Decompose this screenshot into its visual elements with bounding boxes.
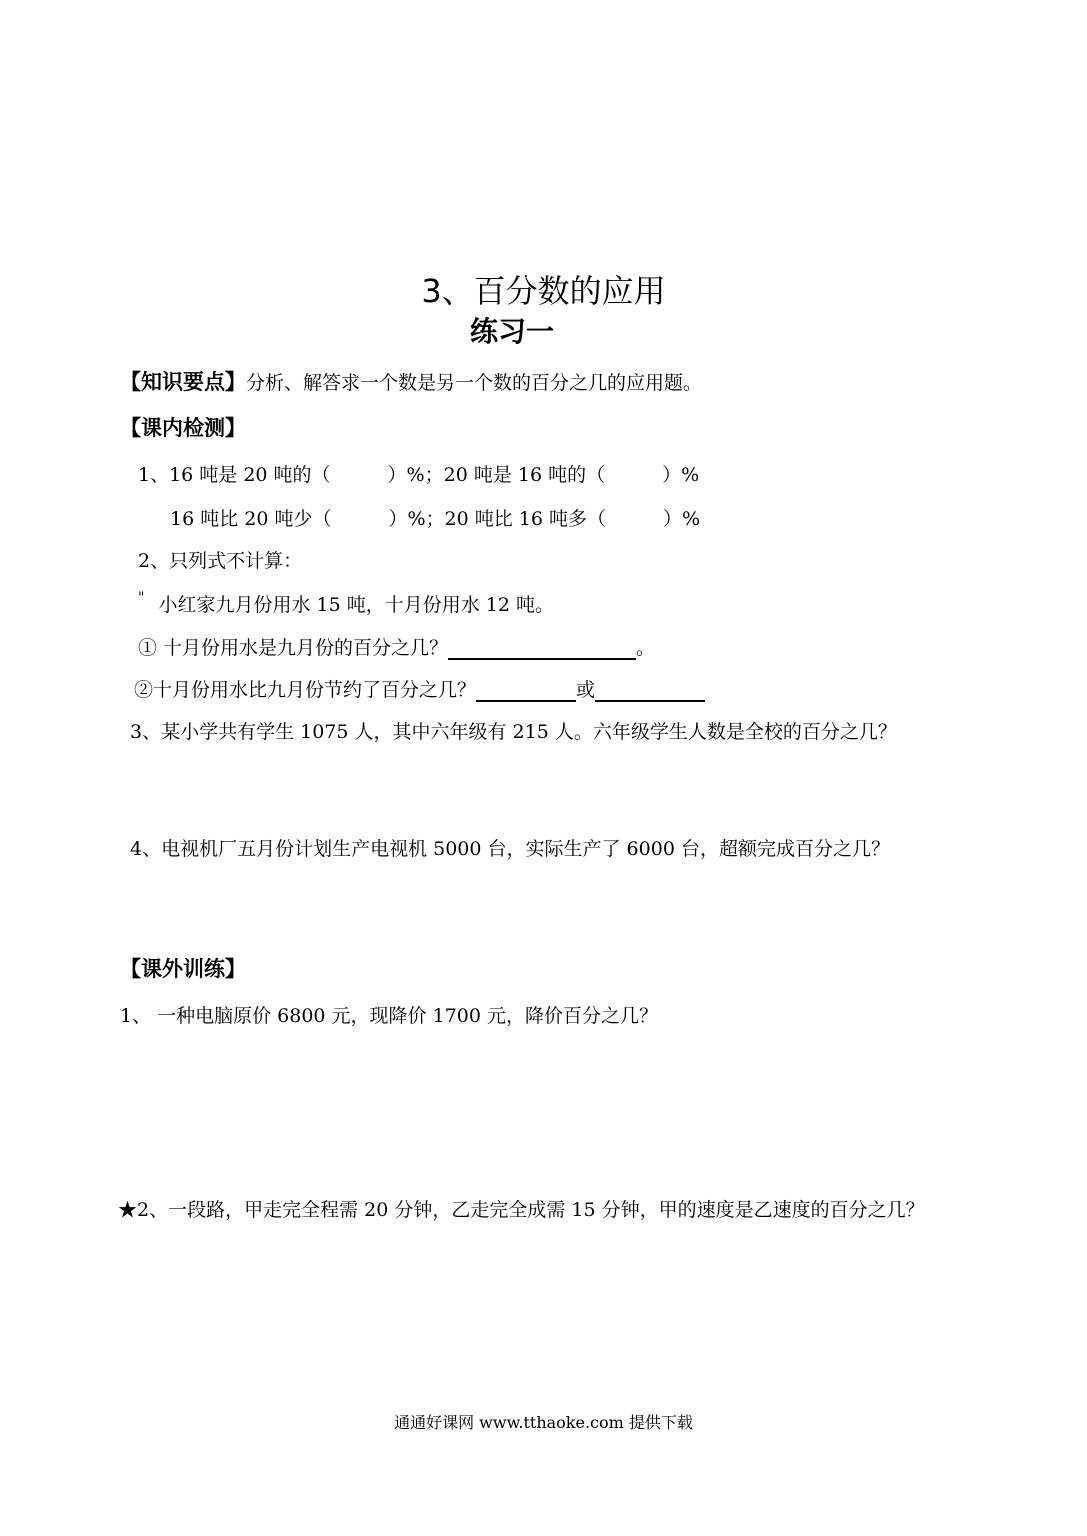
q2-sub1-end: 。 [636,637,656,659]
knowledge-text: 分析、解答求一个数是另一个数的百分之几的应用题。 [246,372,703,394]
extra-q1: 1、 一种电脑原价 6800 元，现降价 1700 元，降价百分之几？ [120,1005,658,1027]
answer-blank-2[interactable] [476,678,576,702]
extra-q2: ★2、一段路，甲走完全程需 20 分钟，乙走完全成需 15 分钟，甲的速度是乙速度的百分之几？ [118,1199,925,1221]
answer-blank-1[interactable] [448,636,636,660]
page-footer: 通通好课网 www.tthaoke.com 提供下载 [394,1413,693,1432]
q2-sub1-text: ① 十月份用水是九月份的百分之几？ [138,637,449,659]
page-title: 3、百分数的应用 [421,272,666,310]
answer-blank-3[interactable] [595,678,705,702]
in-class-q2-context [138,590,554,617]
extra-heading: 【课外训练】 [120,957,246,981]
in-class-q1-line2: 16 吨比 20 吨少（ ）%；20 吨比 16 吨多（ ）% [170,508,701,530]
q2-or: 或 [576,679,596,701]
quote-mark: " [138,590,145,606]
in-class-q3: 3、某小学共有学生 1075 人，其中六年级有 215 人。六年级学生人数是全校的百分之几？ [130,721,897,743]
in-class-q2-sub1 [138,633,655,660]
q2-context-text: 小红家九月份用水 15 吨，十月份用水 12 吨。 [158,594,554,616]
in-class-q4: 4、电视机厂五月份计划生产电视机 5000 台，实际生产了 6000 台，超额完成百分之几？ [130,838,890,860]
in-class-heading: 【课内检测】 [120,416,246,440]
q2-sub2-text: ②十月份用水比九月份节约了百分之几？ [134,679,477,701]
in-class-q2-heading: 2、只列式不计算： [138,550,303,572]
in-class-q1-line1: 1、16 吨是 20 吨的（ ）%；20 吨是 16 吨的（ ）% [138,464,700,486]
page-subtitle: 练习一 [470,315,555,348]
in-class-q2-sub2 [134,675,705,702]
knowledge-points [120,366,702,396]
knowledge-heading: 【知识要点】 [120,370,246,394]
